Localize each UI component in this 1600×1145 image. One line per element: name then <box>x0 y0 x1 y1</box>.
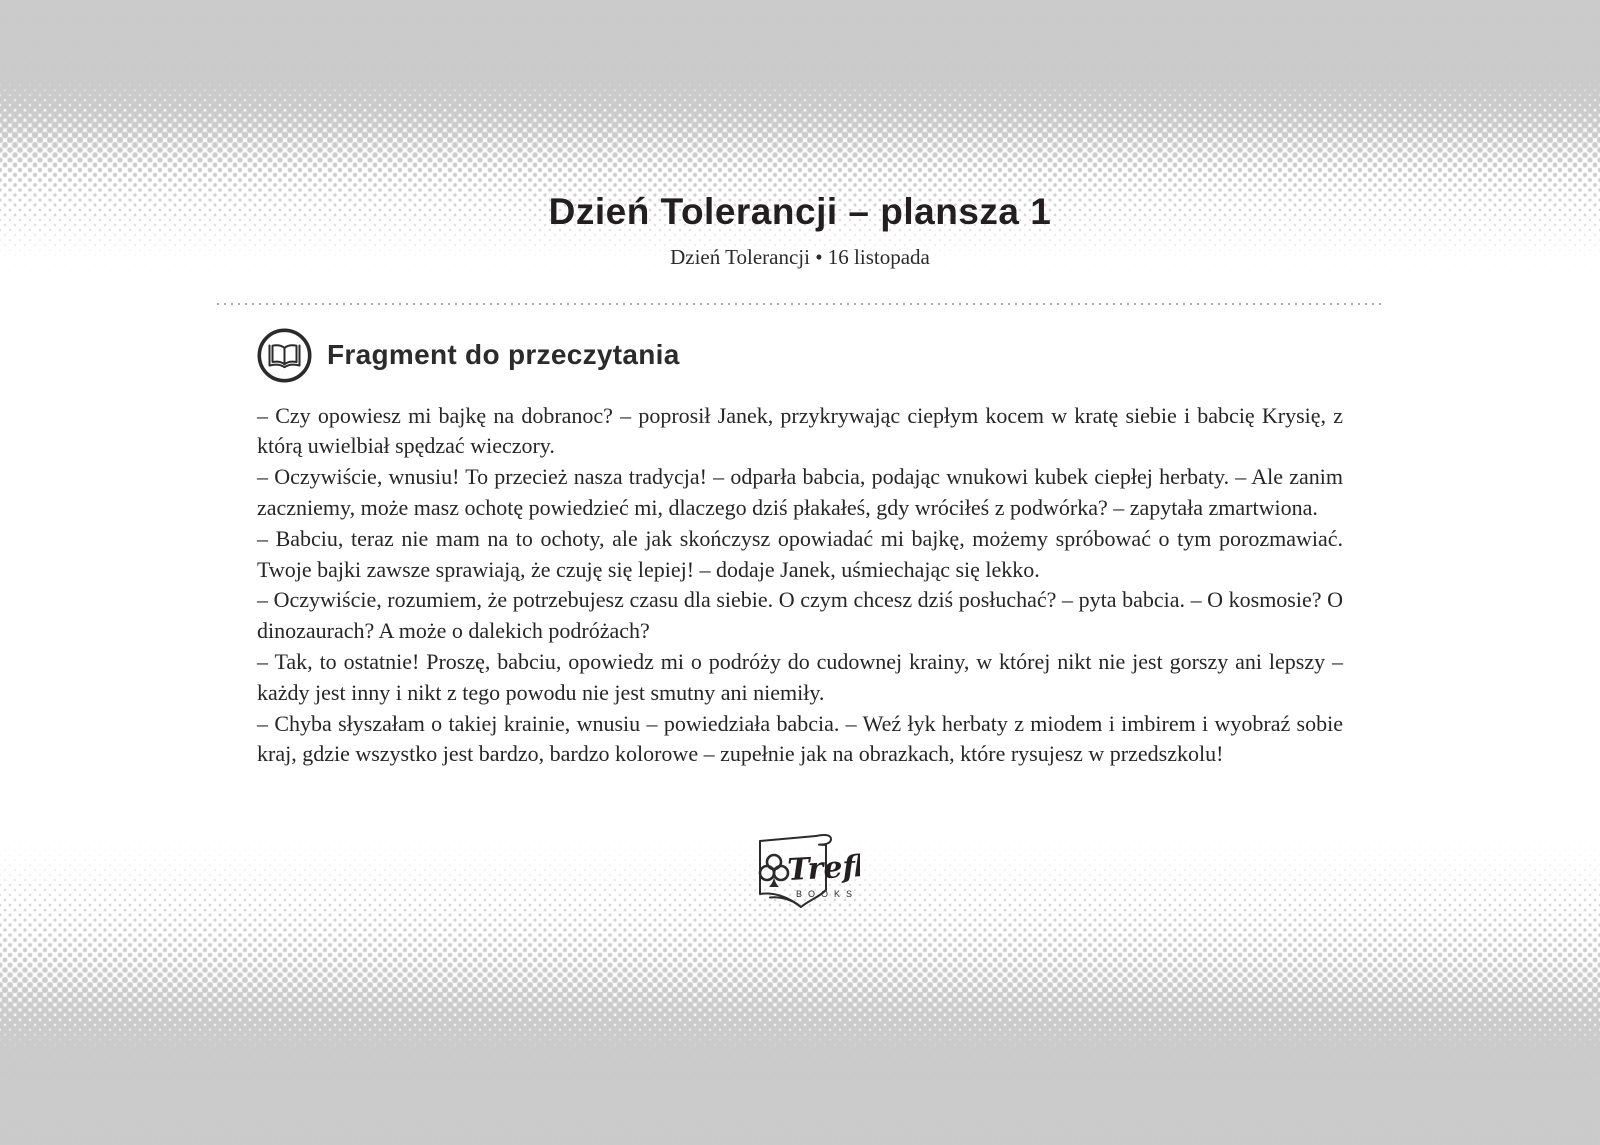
reading-paragraph: – Oczywiście, wnusiu! To przecież nasza tradycja! – odparła babcia, podając wnukowi kubek ciepłej herbaty. – Ale zanim zaczniemy, może masz ochotę powiedzieć mi, dlaczego dziś płakałeś, gdy wróciłeś z podwórka? – zapytała zmartwiona. <box>257 464 1343 521</box>
logo-brand-text: Trefl <box>786 849 860 888</box>
reading-paragraph: – Babciu, teraz nie mam na to ochoty, ale jak skończysz opowiadać mi bajkę, możemy spróbować o tym porozmawiać. Twoje bajki zawsze sprawiają, że czuję się lepiej! – dodaje Janek, uśmiechając się lekko. <box>257 525 1343 582</box>
reading-paragraph: – Czy opowiesz mi bajkę na dobranoc? – poprosił Janek, przykrywając ciepłym kocem w kratę siebie i babcię Krysię, z którą uwielbiał spędzać wieczory. <box>257 402 1343 459</box>
trefl-books-logo <box>740 828 860 923</box>
dotted-divider <box>217 303 1383 305</box>
reading-text <box>257 401 1343 771</box>
open-book-icon <box>256 327 313 384</box>
page-header <box>0 0 1600 270</box>
page-subtitle: Dzień Tolerancji • 16 listopada <box>670 244 930 269</box>
section-heading: Fragment do przeczytania <box>327 339 680 371</box>
logo-sub-text: BOOKS <box>796 889 859 899</box>
clover-icon <box>760 855 788 887</box>
page-title: Dzień Tolerancji – plansza 1 <box>548 191 1052 232</box>
reading-paragraph: – Tak, to ostatnie! Proszę, babciu, opowiedz mi o podróży do cudownej krainy, w której nikt nie jest gorszy ani lepszy – każdy jest inny i nikt z tego powodu nie jest smutny ani niemiły. <box>257 649 1343 705</box>
reading-paragraph: – Oczywiście, rozumiem, że potrzebujesz czasu dla siebie. O czym chcesz dziś posłuchać? – pyta babcia. – O kosmosie? O dinozaurach? A może o dalekich podróżach? <box>257 587 1343 644</box>
reading-section <box>0 327 1600 771</box>
reading-paragraph: – Chyba słyszałam o takiej krainie, wnusiu – powiedziała babcia. – Weź łyk herbaty z miodem i imbirem i wyobraź sobie kraj, gdzie wszystko jest bardzo, bardzo kolorowe – zupełnie jak na obrazkach, które rysujesz w przedszkolu! <box>257 710 1343 767</box>
reading-section-header <box>256 327 1600 384</box>
